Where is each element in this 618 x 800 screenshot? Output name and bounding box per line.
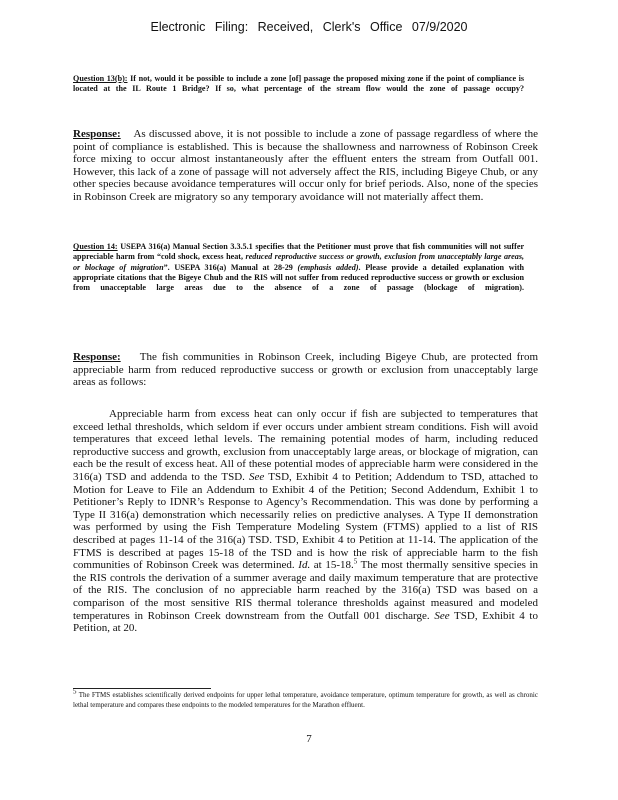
footnote-text: The FTMS establishes scientifically derived endpoints for upper lethal temperature, avoidance temperature, optimum temperature for growth, as well as chronic lethal temperature and compares these endpoints to the modeled temperatures for the Marathon effluent. — [73, 691, 538, 709]
paragraph-part-1: Appreciable harm from excess heat can only occur if fish are subjected to temperatures that exceed lethal thresholds, which seldom if ever occurs under ambient stream conditions. Fish will avoid temperatures that exceed lethal levels. The remaining potential modes of harm, including reduced reproductive success and growth, exclusion from unacceptably large areas, or blockage of migration, can each be the result of excess heat. All of these potential modes of appreciable harm were considered in the 316(a) TSD and addenda to the TSD. — [73, 408, 538, 483]
response-13b-label: Response: — [73, 128, 121, 140]
question-14 — [73, 242, 524, 293]
footnote-reference: 5 — [353, 557, 358, 566]
see-citation-2: See — [434, 609, 450, 622]
response-14-text: The fish communities in Robinson Creek, including Bigeye Chub, are protected from appreciable harm from reduced reproductive success or growth or exclusion from unacceptably large areas as follows: — [73, 351, 538, 389]
page-number: 7 — [306, 733, 312, 745]
question-14-text-b: ”. USEPA 316(a) Manual at 28-29 — [163, 262, 293, 272]
question-14-emphasis: (emphasis added) — [297, 262, 359, 272]
response-14-label: Response: — [73, 351, 121, 363]
response-13b — [73, 128, 538, 204]
footnote-number: 5 — [73, 687, 77, 696]
question-13b-text: If not, would it be possible to include a zone [of] passage the proposed mixing zone if the point of compliance is located at the IL Route 1 Bridge? If so, what percentage of the stream flow would the zone of passage occupy? — [73, 74, 525, 94]
paragraph-part-5: TSD, Exhibit 4 to Petition, at 20. — [73, 609, 538, 635]
paragraph-part-3: at 15-18. — [313, 559, 354, 572]
question-14-text-a: USEPA 316(a) Manual Section 3.3.5.1 specifies that the Petitioner must prove that fish communities will not suffer appreciable harm from “cold shock, excess heat, — [73, 242, 525, 262]
id-citation: Id. — [298, 559, 311, 572]
filing-stamp-header: Electronic Filing: Received, Clerk's Office 07/9/2020 — [150, 20, 468, 34]
question-13b — [73, 74, 524, 95]
paragraph-part-2: TSD, Exhibit 4 to Petition; Addendum to TSD, attached to Motion for Leave to File an Addendum to Exhibit 4 of the Petition; Second Addendum, Exhibit 1 to Petitioner’s Reply to IDNR’s Response to Agency’s Recommendation. This was done by performing a Type II 316(a) demonstration which necessarily relies on predictive analyses. A Type II demonstration was performed by using the Fish Temperature Modeling System (FTMS) applied to a list of RIS described at pages 11-14 of the 316(a) TSD. TSD, Exhibit 4 to Petition at 11-14. The application of the FTMS is described at pages 15-18 of the TSD and is how the risk of appreciable harm to the fish communities of Robinson Creek was determined. — [73, 470, 538, 572]
question-13b-label: Question 13(b): — [73, 74, 128, 83]
appreciable-harm-paragraph — [73, 408, 538, 635]
question-14-text-italic: reduced reproductive success or growth, exclusion from unacceptably large areas, or blockage of migration — [73, 252, 525, 272]
question-14-label: Question 14: — [73, 242, 118, 251]
footnote-separator — [73, 688, 211, 689]
see-citation-1: See — [249, 470, 265, 483]
paragraph-part-4: The most thermally sensitive species in the RIS controls the derivation of a summer average and daily maximum temperature that are protective of the RIS. The conclusion of no appreciable harm reached by the 316(a) TSD was based on a comparison of the most sensitive RIS thermal tolerance thresholds against measured and modeled temperatures in Robinson Creek downstream from the Outfall 001 discharge. — [73, 559, 539, 622]
footnote-5 — [73, 687, 538, 710]
question-14-text-c: . Please provide a detailed explanation with appropriate citations that the Bigeye Chub and the RIS will not suffer from reduced reproductive success or growth or exclusion from unacceptable large areas due to the absence of a zone of passage (blockage of migration). — [73, 262, 525, 293]
response-14 — [73, 351, 538, 389]
response-13b-text: As discussed above, it is not possible to include a zone of passage regardless of where the point of compliance is established. This is because the shallowness and narrowness of Robinson Creek force mixing to occur almost instantaneously after the effluent enters the stream from Outfall 001. However, this lack of a zone of passage will not adversely affect the RIS, including Bigeye Chub, or any other species because avoidance temperatures will occur only for brief periods. Also, none of the species in Robinson Creek are migratory so any temporary avoidance will not materially affect them. — [73, 128, 538, 203]
